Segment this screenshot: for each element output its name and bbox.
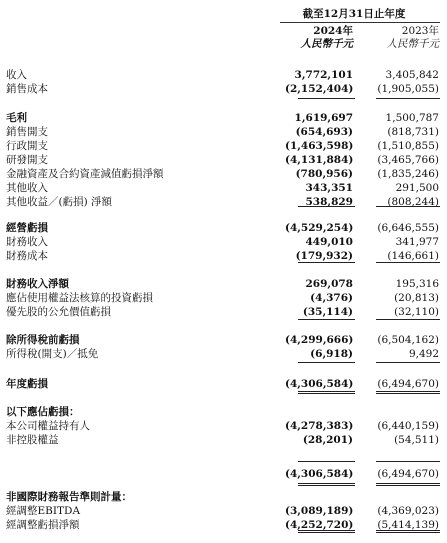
value-2024: (28,201)	[302, 434, 353, 446]
row-label: 非國際財務報告準則計量：	[6, 491, 132, 503]
total-double-rule-2024	[298, 483, 355, 486]
row-label: 毛利	[6, 112, 27, 124]
row-label: 收入	[6, 69, 27, 81]
currency-2023-header: 人民幣千元	[386, 38, 439, 50]
subtotal-rule-2023	[376, 319, 440, 320]
row-label: 所得稅(開支)／抵免	[6, 348, 99, 360]
period-header-rule	[280, 22, 440, 23]
value-2024: (4,299,666)	[285, 334, 354, 346]
value-2024: (6,918)	[310, 348, 353, 360]
subtotal-rule-2024	[298, 362, 355, 363]
value-2024: (179,932)	[295, 250, 353, 262]
total-double-rule-2024	[298, 391, 355, 394]
value-2023: (54,511)	[394, 434, 439, 446]
subtotal-rule-2024	[298, 461, 355, 462]
value-2023: (808,244)	[387, 196, 439, 208]
statement-row	[0, 126, 447, 139]
subtotal-rule-2023	[376, 362, 440, 363]
value-2024: (4,376)	[310, 292, 353, 304]
subtotal-rule-2024	[298, 262, 355, 263]
value-2023: (3,465,766)	[377, 154, 439, 166]
year-2023-header: 2023年	[401, 25, 439, 37]
row-label: 本公司權益持有人	[6, 420, 90, 432]
value-2023: (1,510,855)	[377, 140, 439, 152]
statement-row	[0, 168, 447, 181]
total-double-rule-2023	[376, 483, 440, 486]
subtotal-rule-2024	[298, 319, 355, 320]
row-label: 財務成本	[6, 250, 48, 262]
row-label: 銷售開支	[6, 126, 48, 138]
statement-row	[0, 292, 447, 305]
total-double-rule-2024	[298, 530, 355, 533]
value-2024: (4,252,720)	[285, 519, 354, 531]
statement-row	[0, 334, 447, 347]
period-header: 截至12月31日止年度	[302, 8, 406, 20]
value-2023: (6,494,670)	[377, 378, 439, 390]
value-2024: (780,956)	[295, 168, 353, 180]
row-label: 優先股的公允價值虧損	[6, 306, 111, 318]
value-2024: (4,306,584)	[285, 378, 354, 390]
statement-row	[0, 154, 447, 167]
subtotal-rule-2023	[376, 262, 440, 263]
value-2023: (6,646,555)	[377, 222, 439, 234]
row-label: 非控股權益	[6, 434, 59, 446]
value-2024: (4,278,383)	[285, 420, 354, 432]
row-label: 經調整虧損淨額	[6, 519, 80, 531]
row-label: 其他收益／(虧損) 淨額	[6, 196, 113, 208]
total-double-rule-2023	[376, 391, 440, 394]
row-label: 行政開支	[6, 140, 48, 152]
value-2024: 3,772,101	[294, 69, 353, 81]
statement-row	[0, 69, 447, 82]
value-2024: (1,463,598)	[285, 140, 354, 152]
value-2023: (6,440,159)	[377, 420, 439, 432]
subtotal-rule-2024	[298, 98, 355, 99]
value-2024: (4,529,254)	[285, 222, 354, 234]
statement-row	[0, 434, 447, 447]
subtotal-rule-2023	[376, 461, 440, 462]
row-label: 經調整EBITDA	[6, 505, 81, 517]
statement-row	[0, 378, 447, 391]
value-2024: 269,078	[305, 278, 353, 290]
value-2023: 341,977	[395, 236, 439, 248]
value-2023: 195,316	[395, 278, 439, 290]
year-2024-header: 2024年	[313, 25, 353, 37]
statement-row	[0, 222, 447, 235]
row-label: 年度虧損	[6, 378, 48, 390]
value-2024: 538,829	[305, 196, 353, 208]
row-label: 應佔使用權益法核算的投資虧損	[6, 292, 153, 304]
row-label: 財務收入	[6, 236, 48, 248]
subtotal-rule-2024	[298, 206, 355, 207]
row-label: 經營虧損	[6, 222, 48, 234]
value-2023: (20,813)	[394, 292, 439, 304]
value-2023: (6,504,162)	[377, 334, 439, 346]
value-2023: (1,835,246)	[377, 168, 439, 180]
value-2024: 343,351	[305, 182, 353, 194]
total-double-rule-2023	[376, 530, 440, 533]
value-2023: 291,500	[395, 182, 439, 194]
statement-row	[0, 182, 447, 195]
row-label: 銷售成本	[6, 83, 48, 95]
statement-row	[0, 306, 447, 319]
statement-row	[0, 140, 447, 153]
value-2023: 3,405,842	[385, 69, 439, 81]
statement-row	[0, 491, 447, 504]
value-2024: (4,131,884)	[285, 154, 354, 166]
value-2023: 1,500,787	[385, 112, 439, 124]
currency-2024-header: 人民幣千元	[300, 38, 353, 50]
value-2023: (4,369,023)	[377, 505, 439, 517]
row-label: 金融資產及合約資產減值虧損淨額	[6, 168, 164, 180]
statement-row	[0, 196, 447, 209]
row-label: 研發開支	[6, 154, 48, 166]
value-2023: (32,110)	[394, 306, 439, 318]
value-2024: (4,306,584)	[285, 468, 354, 480]
value-2024: (654,693)	[295, 126, 353, 138]
statement-row	[0, 348, 447, 361]
value-2023: 9,492	[408, 348, 439, 360]
value-2024: 449,010	[305, 236, 353, 248]
statement-row	[0, 420, 447, 433]
subtotal-rule-2023	[376, 206, 440, 207]
value-2023: (5,414,139)	[377, 519, 439, 531]
statement-row	[0, 468, 447, 481]
value-2024: (3,089,189)	[285, 505, 354, 517]
row-label: 其他收入	[6, 182, 48, 194]
statement-row	[0, 112, 447, 125]
value-2023: (818,731)	[387, 126, 439, 138]
value-2024: (35,114)	[302, 306, 353, 318]
row-label: 除所得稅前虧損	[6, 334, 80, 346]
value-2023: (6,494,670)	[377, 468, 439, 480]
statement-row	[0, 278, 447, 291]
value-2024: (2,152,404)	[285, 83, 354, 95]
row-label: 以下應佔虧損：	[6, 406, 80, 418]
statement-row	[0, 505, 447, 518]
value-2023: (1,905,055)	[377, 83, 439, 95]
statement-row	[0, 236, 447, 249]
row-label: 財務收入淨額	[6, 278, 69, 290]
value-2024: 1,619,697	[294, 112, 353, 124]
value-2023: (146,661)	[387, 250, 439, 262]
statement-row	[0, 83, 447, 96]
subtotal-rule-2023	[376, 98, 440, 99]
statement-row	[0, 406, 447, 419]
